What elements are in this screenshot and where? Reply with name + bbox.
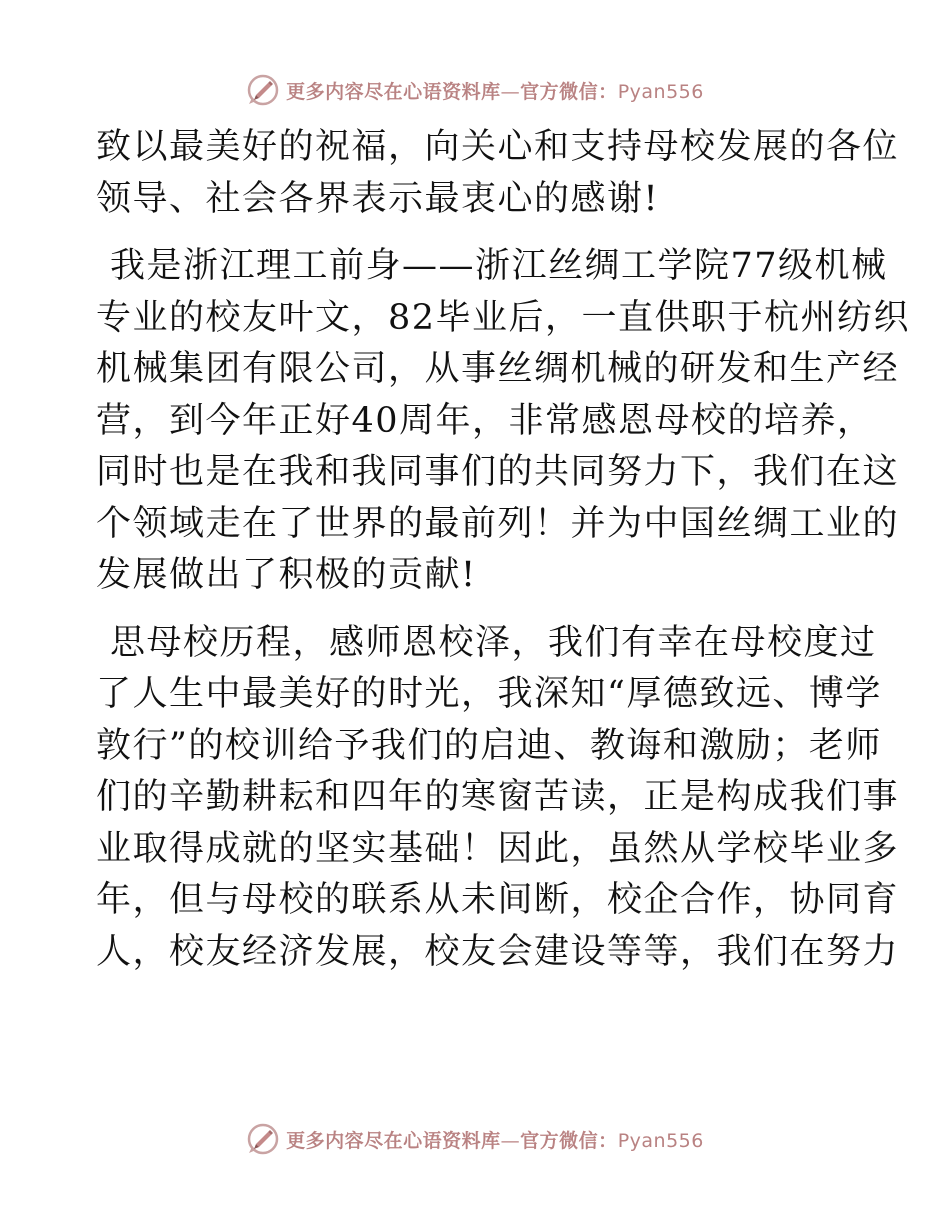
- banner-text: [286, 77, 704, 104]
- banner-main-text: 更多内容尽在心语资料库: [286, 80, 501, 103]
- paragraph-3: [96, 618, 900, 979]
- text-line: 发展做出了积极的贡献!: [96, 555, 477, 595]
- text-line: 致以最美好的祝福，向关心和支持母校发展的各位: [96, 127, 900, 167]
- banner-wechat-handle: Pyan556: [617, 1129, 704, 1152]
- chat-bubble-pen-icon: [246, 73, 280, 107]
- banner-separator: —: [500, 1129, 521, 1152]
- text-line: 们的辛勤耕耘和四年的寒窗苦读，正是构成我们事: [96, 777, 900, 817]
- banner-wechat-label: 官方微信：: [520, 1129, 618, 1152]
- banner-wechat-handle: Pyan556: [617, 80, 704, 103]
- banner-separator: —: [500, 80, 521, 103]
- text-line: 个领域走在了世界的最前列！并为中国丝绸工业的: [96, 503, 900, 544]
- text-line: 领导、社会各界表示最衷心的感谢!: [96, 178, 660, 219]
- banner-text: [286, 1126, 704, 1153]
- document-body: [96, 122, 911, 978]
- banner-wechat-label: 官方微信：: [520, 80, 618, 103]
- text-line: 机械集团有限公司，从事丝绸机械的研发和生产经: [96, 349, 900, 389]
- header-banner: [0, 70, 950, 110]
- text-line: 思母校历程，感师恩校泽，我们有幸在母校度过: [110, 622, 877, 663]
- banner-main-text: 更多内容尽在心语资料库: [286, 1129, 501, 1152]
- paragraph-1: [96, 122, 900, 225]
- text-line: 我是浙江理工前身——浙江丝绸工学院77级机械: [110, 246, 888, 286]
- text-line: 业取得成就的坚实基础！因此，虽然从学校毕业多: [96, 828, 900, 869]
- text-line: 人，校友经济发展，校友会建设等等，我们在努力: [96, 931, 900, 972]
- text-line: 了人生中最美好的时光，我深知“厚德致远、博学: [96, 674, 882, 714]
- chat-bubble-pen-icon: [246, 1122, 280, 1156]
- text-line: 同时也是在我和我同事们的共同努力下，我们在这: [96, 452, 900, 492]
- text-line: 营，到今年正好40周年，非常感恩母校的培养，: [96, 400, 874, 441]
- paragraph-2: [96, 241, 911, 602]
- text-line: 年，但与母校的联系从未间断，校企合作，协同育: [96, 880, 900, 920]
- footer-banner: [0, 1119, 950, 1159]
- text-line: 专业的校友叶文，82毕业后，一直供职于杭州纺织: [96, 297, 911, 338]
- text-line: 敦行”的校训给予我们的启迪、教诲和激励；老师: [96, 725, 882, 766]
